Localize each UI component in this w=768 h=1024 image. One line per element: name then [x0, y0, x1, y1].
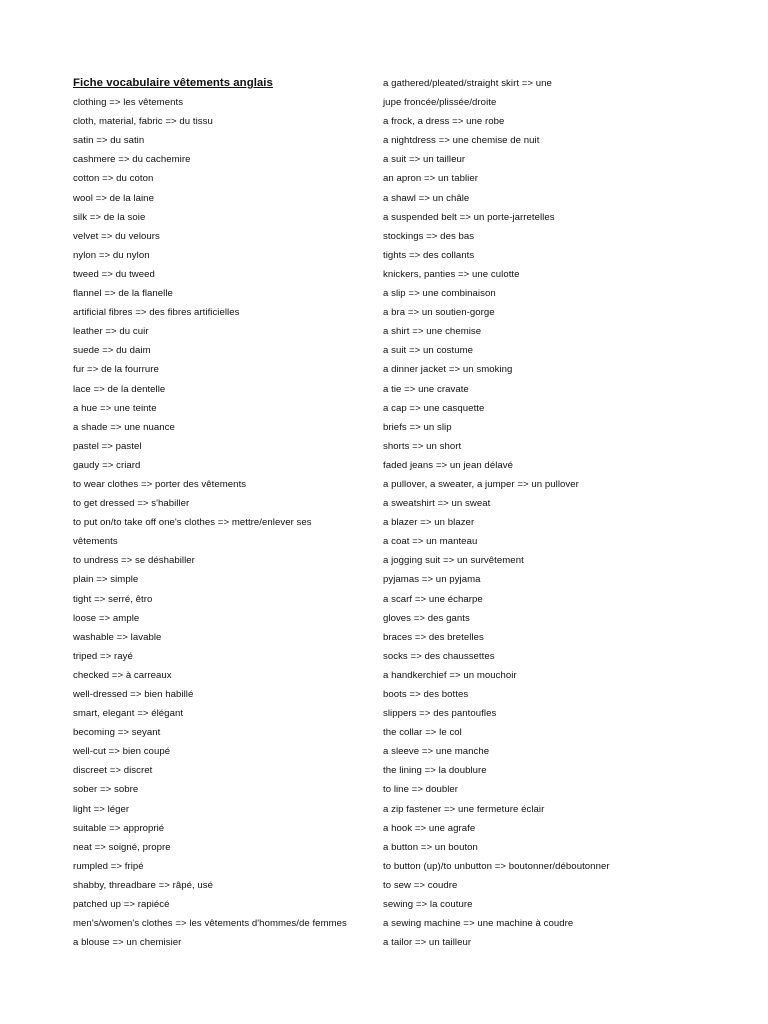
vocab-line: gaudy => criard: [73, 459, 141, 471]
vocab-line: artificial fibres => des fibres artificielles: [73, 307, 240, 319]
vocab-line: jupe froncée/plissée/droite: [383, 97, 497, 109]
vocab-line: a blazer => un blazer: [383, 517, 475, 529]
vocab-line: shorts => un short: [383, 440, 462, 452]
vocab-line: tweed => du tweed: [73, 268, 155, 280]
document-title: Fiche vocabulaire vêtements anglais: [73, 77, 273, 89]
vocab-line: a shade => une nuance: [73, 421, 175, 433]
vocab-line: a cap => une casquette: [383, 402, 485, 414]
vocab-line: a dinner jacket => un smoking: [383, 364, 513, 376]
vocab-line: to sew => coudre: [383, 879, 458, 891]
vocab-line: knickers, panties => une culotte: [383, 268, 520, 280]
vocab-line: becoming => seyant: [73, 727, 161, 739]
vocab-line: well-cut => bien coupé: [73, 746, 171, 758]
vocab-line: to line => doubler: [383, 784, 459, 796]
vocab-line: a blouse => un chemisier: [73, 937, 182, 949]
vocab-line: loose => ample: [73, 612, 140, 624]
vocab-line: a suit => un costume: [383, 345, 474, 357]
vocab-line: faded jeans => un jean délavé: [383, 459, 514, 471]
vocab-line: tights => des collants: [383, 249, 475, 261]
vocab-line: satin => du satin: [73, 135, 145, 147]
vocab-line: a nightdress => une chemise de nuit: [383, 135, 540, 147]
vocab-line: pastel => pastel: [73, 440, 142, 452]
vocab-line: a slip => une combinaison: [383, 288, 496, 300]
vocab-line: to button (up)/to unbutton => boutonner/déboutonner: [383, 860, 610, 872]
vocab-line: a shirt => une chemise: [383, 326, 482, 338]
vocab-line: a sweatshirt => un sweat: [383, 498, 491, 510]
vocab-line: gloves => des gants: [383, 612, 470, 624]
vocab-line: fur => de la fourrure: [73, 364, 159, 376]
vocab-line: stockings => des bas: [383, 230, 475, 242]
vocab-line: a suspended belt => un porte-jarretelles: [383, 211, 555, 223]
vocab-line: a jogging suit => un survêtement: [383, 555, 524, 567]
vocab-line: a handkerchief => un mouchoir: [383, 669, 517, 681]
right-column: [383, 74, 683, 952]
vocab-line: a suit => un tailleur: [383, 154, 466, 166]
vocab-line: sewing => la couture: [383, 899, 473, 911]
vocab-line: a tailor => un tailleur: [383, 937, 472, 949]
vocab-line: an apron => un tablier: [383, 173, 478, 185]
vocab-line: tight => serré, êtro: [73, 593, 153, 605]
vocab-line: a gathered/pleated/straight skirt => une: [383, 78, 552, 89]
left-column: [73, 74, 378, 952]
vocab-line: cashmere => du cachemire: [73, 154, 191, 166]
vocab-line: to wear clothes => porter des vêtements: [73, 478, 247, 490]
vocab-line: cotton => du coton: [73, 173, 154, 185]
vocab-line: slippers => des pantoufles: [383, 708, 497, 720]
vocab-line: to put on/to take off one's clothes => mettre/enlever ses: [73, 517, 312, 529]
vocab-line: velvet => du velours: [73, 230, 160, 242]
vocab-line: suede => du daim: [73, 345, 151, 357]
vocab-line: a pullover, a sweater, a jumper => un pullover: [383, 478, 579, 490]
vocab-line: a sleeve => une manche: [383, 746, 490, 758]
vocab-line: men's/women's clothes => les vêtements d'hommes/de femmes: [73, 918, 347, 930]
vocab-line: a button => un bouton: [383, 841, 478, 853]
vocab-line: triped => rayé: [73, 650, 133, 662]
vocab-line: the collar => le col: [383, 727, 462, 739]
vocab-line: a zip fastener => une fermeture éclair: [383, 803, 545, 815]
vocab-line: a coat => un manteau: [383, 536, 478, 548]
vocab-line: sober => sobre: [73, 784, 139, 796]
vocab-line: cloth, material, fabric => du tissu: [73, 116, 213, 128]
vocab-line: well-dressed => bien habillé: [73, 689, 194, 700]
vocab-line: smart, elegant => élégant: [73, 708, 184, 720]
vocab-line: wool => de la laine: [73, 192, 154, 204]
vocab-line: washable => lavable: [73, 631, 162, 643]
vocab-line: shabby, threadbare => râpé, usé: [73, 879, 214, 891]
vocab-line: clothing => les vêtements: [73, 97, 184, 109]
vocab-line: briefs => un slip: [383, 421, 452, 433]
vocab-line: silk => de la soie: [73, 211, 146, 223]
vocab-line: a frock, a dress => une robe: [383, 116, 505, 128]
vocab-line: patched up => rapiécé: [73, 899, 170, 911]
vocab-line: vêtements: [73, 536, 118, 548]
vocab-line: neat => soigné, propre: [73, 841, 171, 853]
vocab-line: to undress => se déshabiller: [73, 555, 195, 567]
vocab-line: braces => des bretelles: [383, 631, 484, 643]
vocab-line: lace => de la dentelle: [73, 383, 166, 395]
vocab-line: a bra => un soutien-gorge: [383, 307, 495, 319]
vocab-line: the lining => la doublure: [383, 765, 487, 777]
vocab-line: suitable => approprié: [73, 822, 165, 834]
vocab-line: socks => des chaussettes: [383, 650, 495, 662]
vocab-line: leather => du cuir: [73, 326, 149, 338]
vocab-line: discreet => discret: [73, 765, 153, 777]
vocab-line: rumpled => fripé: [73, 860, 144, 872]
vocab-line: a hue => une teinte: [73, 402, 157, 414]
vocab-line: a shawl => un châle: [383, 192, 470, 204]
vocab-line: a tie => une cravate: [383, 383, 469, 395]
vocab-line: checked => à carreaux: [73, 669, 172, 681]
vocab-line: to get dressed => s'habiller: [73, 498, 190, 510]
vocab-line: flannel => de la flanelle: [73, 288, 173, 300]
vocab-line: a hook => une agrafe: [383, 822, 476, 834]
vocab-line: a scarf => une écharpe: [383, 593, 483, 605]
vocab-line: plain => simple: [73, 574, 139, 586]
vocab-line: nylon => du nylon: [73, 249, 150, 261]
vocab-line: pyjamas => un pyjama: [383, 574, 481, 586]
vocab-line: boots => des bottes: [383, 689, 469, 700]
vocab-line: a sewing machine => une machine à coudre: [383, 918, 574, 930]
vocab-line: light => léger: [73, 803, 130, 815]
